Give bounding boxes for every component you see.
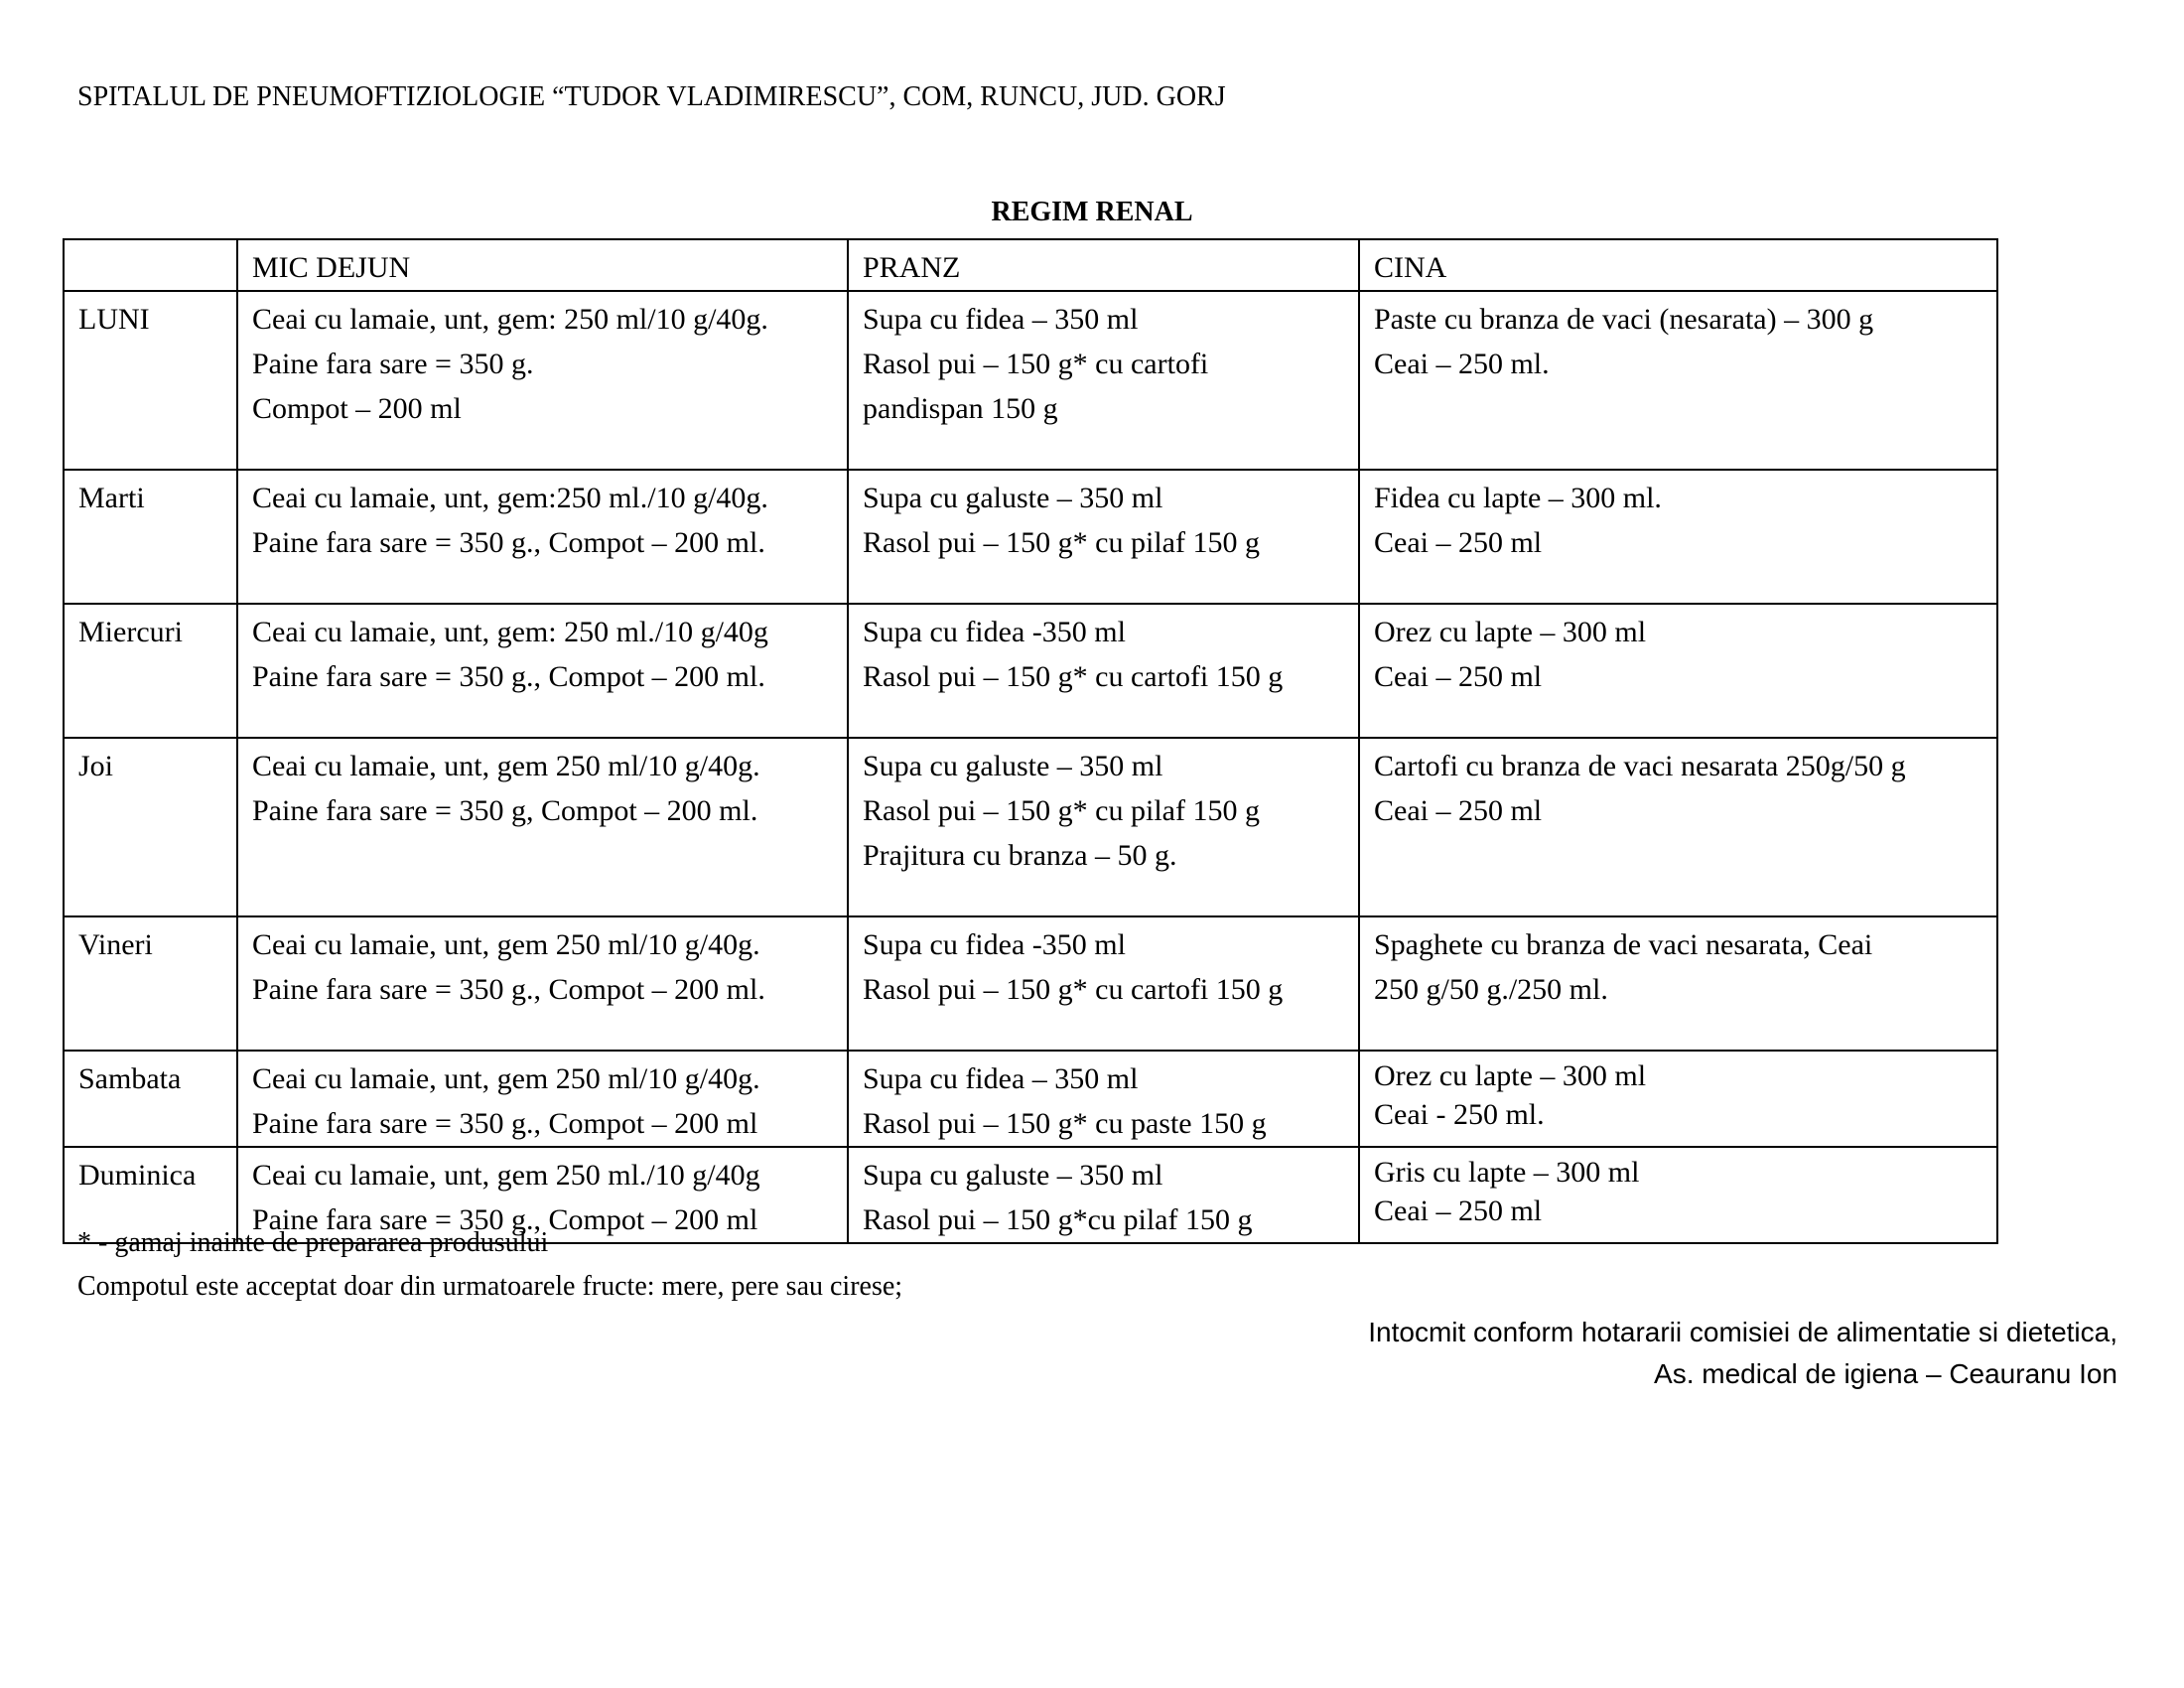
- dinner-cell: [1359, 916, 1997, 1051]
- cell-line: Ceai – 250 ml: [1374, 660, 1543, 693]
- cell-line: Fidea cu lapte – 300 ml.: [1374, 482, 1662, 514]
- breakfast-cell: [237, 291, 848, 470]
- cell-line: Ceai – 250 ml: [1374, 526, 1543, 559]
- day-cell: Joi: [64, 738, 237, 916]
- cell-line: Orez cu lapte – 300 ml: [1374, 1059, 1647, 1092]
- lunch-cell: [848, 916, 1359, 1051]
- table-row: [64, 738, 1997, 916]
- cell-line: Paine fara sare = 350 g., Compot – 200 ml: [252, 1107, 758, 1140]
- cell-line: Supa cu galuste – 350 ml: [863, 750, 1163, 782]
- document-title: REGIM RENAL: [991, 197, 1193, 227]
- day-cell: LUNI: [64, 291, 237, 470]
- dinner-cell: [1359, 604, 1997, 738]
- cell-line: Rasol pui – 150 g* cu cartofi: [863, 348, 1209, 380]
- cell-line: Ceai – 250 ml: [1374, 794, 1543, 827]
- breakfast-cell: [237, 916, 848, 1051]
- day-cell: Duminica: [64, 1147, 237, 1243]
- lunch-cell: [848, 1051, 1359, 1147]
- cell-line: Paine fara sare = 350 g., Compot – 200 ml.: [252, 973, 765, 1006]
- table-row: [64, 291, 1997, 470]
- lunch-cell: [848, 291, 1359, 470]
- cell-line: Spaghete cu branza de vaci nesarata, Ceai: [1374, 928, 1873, 961]
- cell-line: Ceai cu lamaie, unt, gem 250 ml/10 g/40g.: [252, 928, 760, 961]
- header-cell-breakfast: MIC DEJUN: [237, 239, 848, 291]
- breakfast-cell: [237, 1051, 848, 1147]
- cell-line: 250 g/50 g./250 ml.: [1374, 973, 1608, 1006]
- breakfast-cell: [237, 738, 848, 916]
- cell-line: Ceai cu lamaie, unt, gem: 250 ml/10 g/40g.: [252, 303, 768, 336]
- cell-line: Ceai – 250 ml.: [1374, 348, 1550, 380]
- cell-line: Ceai cu lamaie, unt, gem 250 ml/10 g/40g.: [252, 1062, 760, 1095]
- lunch-cell: [848, 604, 1359, 738]
- cell-line: Supa cu galuste – 350 ml: [863, 482, 1163, 514]
- cell-line: Cartofi cu branza de vaci nesarata 250g/50 g: [1374, 750, 1906, 782]
- cell-line: Rasol pui – 150 g* cu paste 150 g: [863, 1107, 1267, 1140]
- day-cell: Marti: [64, 470, 237, 604]
- cell-line: Supa cu galuste – 350 ml: [863, 1159, 1163, 1192]
- cell-line: Supa cu fidea -350 ml: [863, 928, 1126, 961]
- dinner-cell: [1359, 1147, 1997, 1243]
- cell-line: Rasol pui – 150 g* cu pilaf 150 g: [863, 794, 1260, 827]
- table-row: [64, 1051, 1997, 1147]
- cell-line: pandispan 150 g: [863, 392, 1058, 425]
- footnote-compot: Compotul este acceptat doar din urmatoarele fructe: mere, pere sau cirese;: [77, 1271, 903, 1302]
- cell-line: Gris cu lapte – 300 ml: [1374, 1156, 1640, 1189]
- signature-line-1: Intocmit conform hotararii comisiei de alimentatie si dietetica,: [1368, 1317, 2117, 1347]
- cell-line: Rasol pui – 150 g*cu pilaf 150 g: [863, 1203, 1253, 1236]
- cell-line: Supa cu fidea – 350 ml: [863, 303, 1139, 336]
- day-cell: Sambata: [64, 1051, 237, 1147]
- cell-line: Rasol pui – 150 g* cu cartofi 150 g: [863, 973, 1284, 1006]
- table-row: [64, 604, 1997, 738]
- cell-line: Paine fara sare = 350 g., Compot – 200 ml.: [252, 526, 765, 559]
- header-cell-lunch: PRANZ: [848, 239, 1359, 291]
- menu-table: [63, 238, 1998, 1244]
- header-cell-day: [64, 239, 237, 291]
- signature-line-2: As. medical de igiena – Ceauranu Ion: [1654, 1358, 2117, 1389]
- table-row: [64, 470, 1997, 604]
- hospital-name: SPITALUL DE PNEUMOFTIZIOLOGIE “TUDOR VLADIMIRESCU”, COM, RUNCU, JUD. GORJ: [77, 81, 1226, 112]
- footnote-gamaj: * - gamaj inainte de prepararea produsului: [77, 1227, 549, 1258]
- header-cell-dinner: CINA: [1359, 239, 1997, 291]
- dinner-cell: [1359, 1051, 1997, 1147]
- cell-line: Ceai - 250 ml.: [1374, 1098, 1545, 1131]
- dinner-cell: [1359, 470, 1997, 604]
- cell-line: Rasol pui – 150 g* cu pilaf 150 g: [863, 526, 1260, 559]
- day-cell: Miercuri: [64, 604, 237, 738]
- cell-line: Paste cu branza de vaci (nesarata) – 300 g: [1374, 303, 1874, 336]
- dinner-cell: [1359, 738, 1997, 916]
- cell-line: Orez cu lapte – 300 ml: [1374, 616, 1647, 648]
- breakfast-cell: [237, 470, 848, 604]
- table-header-row: [64, 239, 1997, 291]
- cell-line: Paine fara sare = 350 g., Compot – 200 ml: [252, 1203, 758, 1236]
- lunch-cell: [848, 470, 1359, 604]
- cell-line: Paine fara sare = 350 g., Compot – 200 ml.: [252, 660, 765, 693]
- cell-line: Rasol pui – 150 g* cu cartofi 150 g: [863, 660, 1284, 693]
- cell-line: Prajitura cu branza – 50 g.: [863, 839, 1177, 872]
- cell-line: Ceai cu lamaie, unt, gem:250 ml./10 g/40g.: [252, 482, 768, 514]
- table-row: [64, 916, 1997, 1051]
- breakfast-cell: [237, 604, 848, 738]
- lunch-cell: [848, 738, 1359, 916]
- cell-line: Ceai cu lamaie, unt, gem 250 ml/10 g/40g.: [252, 750, 760, 782]
- cell-line: Ceai – 250 ml: [1374, 1195, 1543, 1227]
- day-cell: Vineri: [64, 916, 237, 1051]
- cell-line: Supa cu fidea – 350 ml: [863, 1062, 1139, 1095]
- cell-line: Paine fara sare = 350 g, Compot – 200 ml.: [252, 794, 758, 827]
- cell-line: Compot – 200 ml: [252, 392, 462, 425]
- lunch-cell: [848, 1147, 1359, 1243]
- cell-line: Ceai cu lamaie, unt, gem 250 ml./10 g/40g: [252, 1159, 760, 1192]
- cell-line: Paine fara sare = 350 g.: [252, 348, 534, 380]
- cell-line: Supa cu fidea -350 ml: [863, 616, 1126, 648]
- dinner-cell: [1359, 291, 1997, 470]
- cell-line: Ceai cu lamaie, unt, gem: 250 ml./10 g/40g: [252, 616, 768, 648]
